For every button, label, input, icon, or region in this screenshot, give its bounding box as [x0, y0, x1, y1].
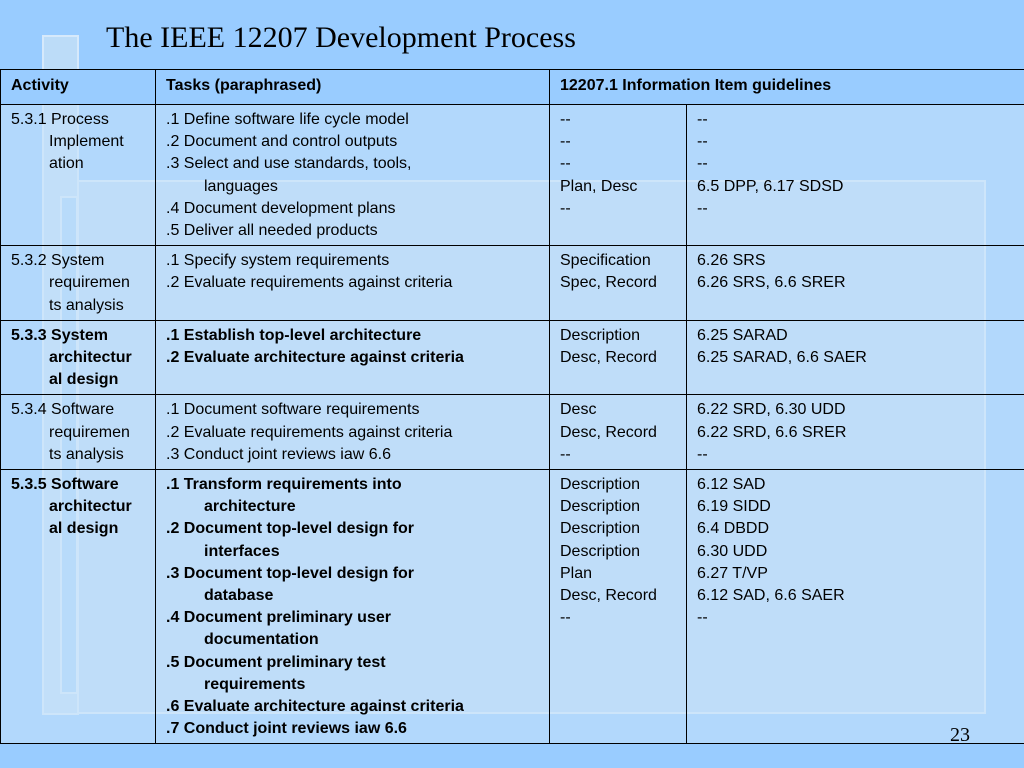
guideline-item-line: 6.22 SRD, 6.6 SRER: [697, 423, 847, 441]
table-row: [1, 105, 1024, 246]
task-line: .3 Conduct joint reviews iaw 6.6: [166, 445, 391, 463]
activity-line: Implement: [49, 133, 124, 151]
guideline-item-line: 6.26 SRS, 6.6 SRER: [697, 274, 846, 292]
task-line: languages: [204, 177, 278, 195]
activity-line: al design: [49, 520, 119, 538]
activity-line: architectur: [49, 349, 132, 367]
guideline-item-line: --: [697, 445, 708, 463]
task-line: .6 Evaluate architecture against criteria: [166, 698, 464, 716]
guideline-type-cell: [550, 320, 687, 395]
guideline-item-line: --: [697, 133, 708, 151]
guideline-type-line: Plan, Desc: [560, 177, 638, 195]
task-line: .1 Document software requirements: [166, 401, 420, 419]
activity-cell: [1, 105, 156, 246]
guideline-type-line: Description: [560, 542, 641, 560]
task-line: .4 Document preliminary user: [166, 609, 391, 627]
table-row: [1, 320, 1024, 395]
guideline-type-line: --: [560, 609, 571, 627]
process-table: [0, 69, 1024, 744]
table-row: [1, 470, 1024, 744]
tasks-cell: [156, 105, 550, 246]
tasks-cell: [156, 246, 550, 321]
task-line: .2 Evaluate requirements against criteria: [166, 423, 453, 441]
guideline-type-line: Desc, Record: [560, 423, 657, 441]
guideline-type-line: --: [560, 199, 571, 217]
guideline-type-line: Plan: [560, 564, 593, 582]
guideline-type-line: Description: [560, 326, 641, 344]
task-line: .2 Document and control outputs: [166, 133, 398, 151]
guideline-type-line: --: [560, 111, 571, 128]
activity-line: requiremen: [49, 423, 130, 441]
guideline-item-line: 6.27 T/VP: [697, 564, 768, 582]
task-line: .3 Document top-level design for: [166, 564, 415, 582]
guideline-type-line: Description: [560, 476, 641, 494]
guideline-type-cell: [550, 395, 687, 470]
task-line: .2 Evaluate requirements against criteria: [166, 274, 453, 292]
activity-line: 5.3.4 Software: [11, 401, 115, 419]
guideline-type-line: Desc, Record: [560, 349, 657, 367]
header-tasks: Tasks (paraphrased): [156, 70, 550, 105]
table-header-row: [1, 70, 1024, 105]
task-line: .5 Document preliminary test: [166, 653, 386, 671]
table-row: [1, 395, 1024, 470]
guideline-item-line: --: [697, 199, 708, 217]
task-line: .1 Establish top-level architecture: [166, 326, 422, 344]
guideline-item-line: 6.25 SARAD: [697, 326, 788, 344]
guideline-type-line: Desc: [560, 401, 597, 419]
task-line: .1 Specify system requirements: [166, 252, 390, 270]
tasks-cell: [156, 320, 550, 395]
activity-line: 5.3.1 Process: [11, 111, 109, 128]
task-line: .2 Document top-level design for: [166, 520, 415, 538]
header-activity: Activity: [1, 70, 156, 105]
guideline-type-line: Spec, Record: [560, 274, 657, 292]
page-number: 23: [950, 724, 970, 746]
activity-line: al design: [49, 371, 119, 389]
guideline-type-line: --: [560, 445, 571, 463]
guideline-item-cell: [687, 246, 1024, 321]
activity-line: ation: [49, 155, 84, 173]
guideline-item-line: 6.25 SARAD, 6.6 SAER: [697, 349, 867, 367]
activity-line: 5.3.2 System: [11, 252, 105, 270]
guideline-item-line: --: [697, 609, 708, 627]
guideline-item-line: 6.26 SRS: [697, 252, 766, 270]
task-line: .1 Transform requirements into: [166, 476, 402, 494]
task-line: requirements: [204, 675, 306, 693]
guideline-type-cell: [550, 470, 687, 744]
table-body: [1, 105, 1024, 744]
guideline-item-line: --: [697, 111, 708, 128]
table-row: [1, 246, 1024, 321]
task-line: .3 Select and use standards, tools,: [166, 155, 412, 173]
guideline-item-cell: [687, 105, 1024, 246]
task-line: interfaces: [204, 542, 280, 560]
guideline-item-line: 6.19 SIDD: [697, 498, 771, 516]
tasks-cell: [156, 470, 550, 744]
task-line: .1 Define software life cycle model: [166, 111, 409, 128]
guideline-item-line: 6.12 SAD: [697, 476, 766, 494]
guideline-item-line: --: [697, 155, 708, 173]
activity-line: requiremen: [49, 274, 130, 292]
task-line: .4 Document development plans: [166, 199, 396, 217]
guideline-type-line: Specification: [560, 252, 651, 270]
guideline-type-line: --: [560, 155, 571, 173]
task-line: documentation: [204, 631, 319, 649]
activity-line: 5.3.5 Software: [11, 476, 119, 494]
guideline-type-cell: [550, 105, 687, 246]
guideline-type-line: --: [560, 133, 571, 151]
guideline-item-line: 6.12 SAD, 6.6 SAER: [697, 587, 845, 605]
activity-line: 5.3.3 System: [11, 326, 108, 344]
guideline-type-line: Description: [560, 498, 641, 516]
guideline-item-cell: [687, 320, 1024, 395]
guideline-item-line: 6.5 DPP, 6.17 SDSD: [697, 177, 844, 195]
task-line: architecture: [204, 498, 296, 516]
guideline-type-line: Desc, Record: [560, 587, 657, 605]
slide-title: The IEEE 12207 Development Process: [106, 21, 576, 54]
activity-line: ts analysis: [49, 445, 124, 463]
activity-cell: [1, 320, 156, 395]
activity-cell: [1, 395, 156, 470]
guideline-item-line: 6.22 SRD, 6.30 UDD: [697, 401, 846, 419]
task-line: .5 Deliver all needed products: [166, 222, 378, 240]
guideline-item-line: 6.30 UDD: [697, 542, 768, 560]
activity-line: ts analysis: [49, 296, 124, 314]
guideline-type-cell: [550, 246, 687, 321]
guideline-type-line: Description: [560, 520, 641, 538]
activity-line: architectur: [49, 498, 132, 516]
task-line: database: [204, 587, 274, 605]
activity-cell: [1, 470, 156, 744]
tasks-cell: [156, 395, 550, 470]
activity-cell: [1, 246, 156, 321]
header-guidelines: 12207.1 Information Item guidelines: [550, 70, 1024, 105]
guideline-item-line: 6.4 DBDD: [697, 520, 770, 538]
task-line: .7 Conduct joint reviews iaw 6.6: [166, 720, 407, 738]
task-line: .2 Evaluate architecture against criteria: [166, 349, 464, 367]
guideline-item-cell: [687, 470, 1024, 744]
guideline-item-cell: [687, 395, 1024, 470]
